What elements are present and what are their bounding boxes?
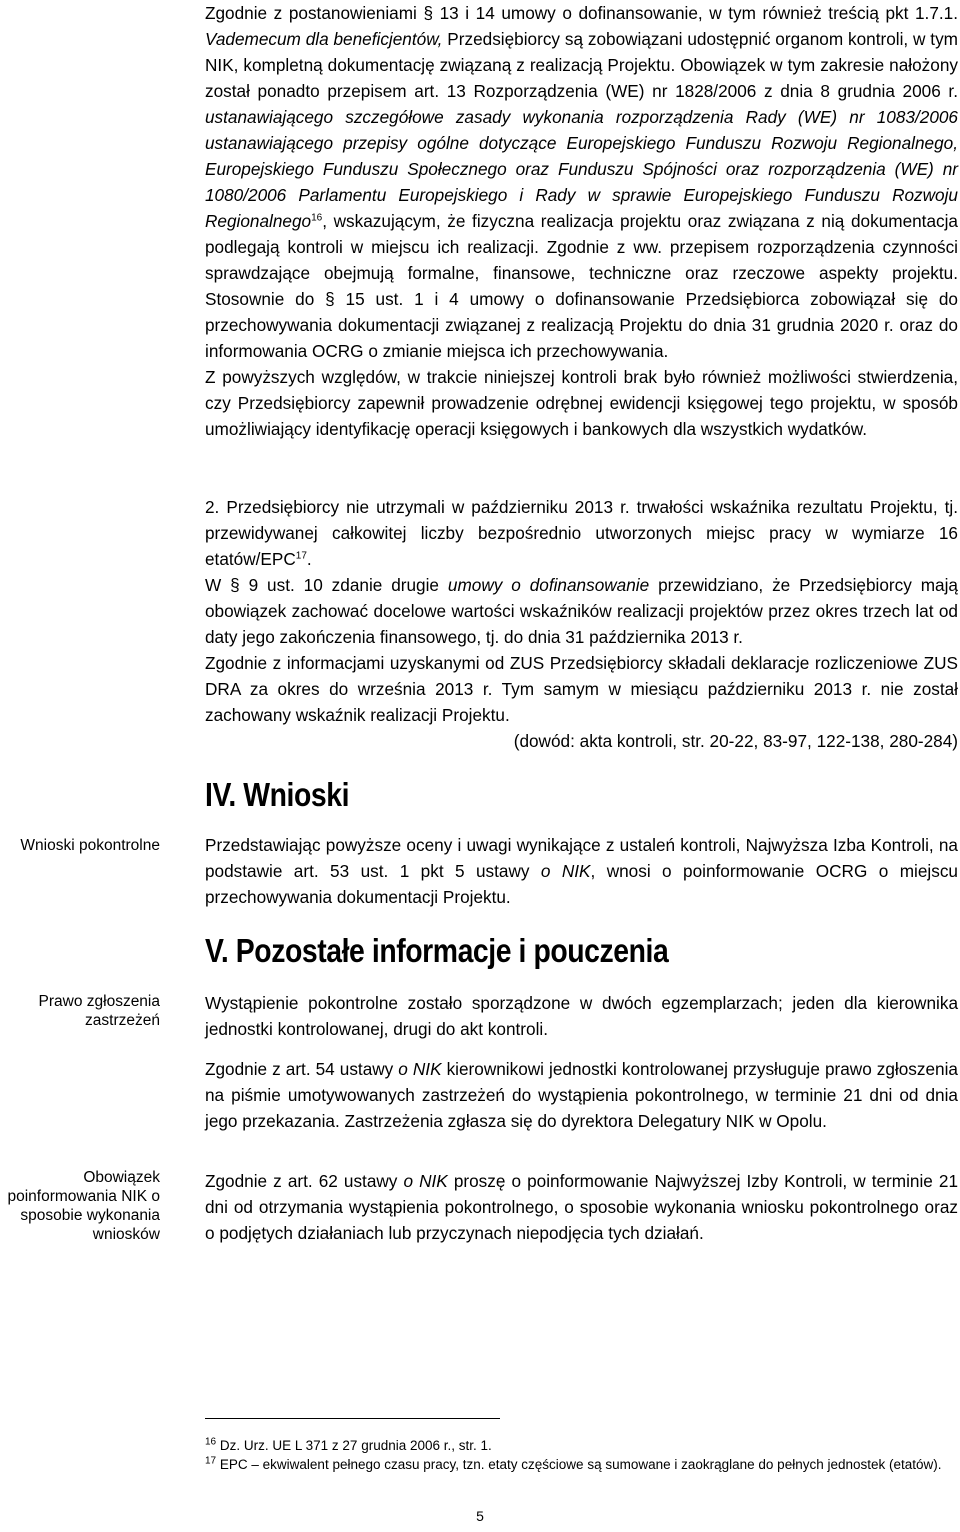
footnote-separator xyxy=(205,1418,500,1419)
paragraph-objections: Zgodnie z art. 54 ustawy o NIK kierownikowi jednostki kontrolowanej przysługuje prawo zgłoszenia na piśmie umotywowanych zastrzeżeń do wystąpienia pokontrolnego, w terminie 21 dni od dnia jego przekazania. Zastrzeżenia zgłasza się do dyrektora Delegatury NIK w Opolu. xyxy=(205,1059,958,1131)
footnote-ref-16[interactable]: 16 xyxy=(311,212,323,224)
paragraph-agreement: W § 9 ust. 10 zdanie drugie umowy o dofinansowanie przewidziano, że Przedsiębiorcy mają obowiązek zachować docelowe wartości wskaźników realizacji projektów przez okres trzech lat od daty jego zakończenia finansowego, tj. do dnia 31 października 2013 r. xyxy=(205,575,958,647)
paragraph-copies: Wystąpienie pokontrolne zostało sporządzone w dwóch egzemplarzach; jeden dla kierownika jednostki kontrolowanej, drugi do akt kontroli. xyxy=(205,993,958,1039)
objections-block xyxy=(205,1056,958,1134)
sidebar-label-obligation: Obowiązek poinformowania NIK o sposobie wykonania wniosków xyxy=(7,1169,160,1243)
paragraph-no-evidence: Z powyższych względów, w trakcie niniejszej kontroli brak było również możliwości stwierdzenia, czy Przedsiębiorcy zapewnił prowadzenie odrębnej ewidencji księgowej tego projektu, w sposób umożliwiający identyfikację operacji księgowych i bankowych dla wszystkich wydatków. xyxy=(205,367,958,439)
footnote-17: $^{17}$ EPC – ekwiwalent pełnego czasu pracy, tzn. etaty częściowe są sumowane i zaokrąglane do pełnych jednostek (etatów). xyxy=(205,1455,942,1472)
other-info-block xyxy=(205,990,958,1042)
sidebar-label-conclusions: Wnioski pokontrolne xyxy=(20,837,160,854)
footnote-ref-17[interactable]: 17 xyxy=(295,550,307,562)
footnotes xyxy=(205,1436,958,1474)
paragraph-indicator: 2. Przedsiębiorcy nie utrzymali w październiku 2013 r. trwałości wskaźnika rezultatu Projektu, tj. przewidywanej całkowitej liczby bezpośrednio utworzonych miejsc pracy w wymiarze 16 etatów/EPC$^{17}$. xyxy=(205,497,958,569)
page-number: 5 xyxy=(476,1508,484,1524)
evidence-reference: (dowód: akta kontroli, str. 20-22, 83-97, 122-138, 280-284) xyxy=(513,731,958,751)
paragraph-obligation: Zgodnie z art. 62 ustawy o NIK proszę o poinformowanie Najwyższej Izby Kontroli, w terminie 21 dni od otrzymania wystąpienia pokontrolnego, o sposobie wykonania wniosku pokontrolnego oraz o podjętych działaniach lub przyczynach niepodjęcia tych działań. xyxy=(205,1171,959,1243)
paragraph-zus: Zgodnie z informacjami uzyskanymi od ZUS Przedsiębiorcy składali deklaracje rozliczeniowe ZUS DRA za okres do września 2013 r. Tym samym w miesiącu październiku 2013 r. nie został zachowany wskaźnik realizacji Projektu. xyxy=(205,653,958,725)
obligation-block xyxy=(205,1168,958,1246)
section-heading-conclusions: IV. Wnioski xyxy=(205,776,350,813)
conclusions-block xyxy=(205,832,958,910)
footnote-16: $^{16}$ Dz. Urz. UE L 371 z 27 grudnia 2006 r., str. 1. xyxy=(205,1436,492,1453)
paragraph-legal-basis: Zgodnie z postanowieniami § 13 i 14 umowy o dofinansowanie, w tym również treścią pkt 1.7.1. Vademecum dla beneficjentów, Przedsiębiorcy są zobowiązani udostępnić organom kontroli, w tym NIK, kompletną dokumentację związaną z realizacją Projektu. Obowiązek w tym zakresie nałożony został ponadto przepisem art. 13 Rozporządzenia (WE) nr 1828/2006 z dnia 8 grudnia 2006 r. ustanawiającego szczegółowe zasady wykonania rozporządzenia Rady (WE) nr 1083/2006 ustanawiającego przepisy ogólne dotyczące Europejskiego Funduszu Rozwoju Regionalnego, Europejskiego Funduszu Społecznego oraz Funduszu Spójności oraz rozporządzenia (WE) nr 1080/2006 Parlamentu Europejskiego i Rady w sprawie Europejskiego Funduszu Rozwoju Regionalnego$^{16}$, wskazującym, że fizyczna realizacja projektu oraz związana z nią dokumentacja podlegają kontroli w miejscu ich realizacji. Zgodnie z ww. przepisem rozporządzenia czynności sprawdzające obejmują formalne, finansowe, techniczne oraz rzeczowe aspekty projektu. Stosownie do § 15 ust. 1 i 4 umowy o dofinansowanie Przedsiębiorca zobowiązał się do przechowywania dokumentacji związanej z realizacją Projektu do dnia 31 grudnia 2020 r. oraz do informowania OCRG o zmianie miejsca ich przechowywania. xyxy=(205,3,958,361)
section-heading-other-info: V. Pozostałe informacje i pouczenia xyxy=(205,932,669,969)
paragraph-conclusions: Przedstawiając powyższe oceny i uwagi wynikające z ustaleń kontroli, Najwyższa Izba Kontroli, na podstawie art. 53 ust. 1 pkt 5 ustawy o NIK, wnosi o poinformowanie OCRG o miejscu przechowywania dokumentacji Projektu. xyxy=(205,835,958,907)
sidebar-label-objections: Prawo zgłoszenia zastrzeżeń xyxy=(38,993,160,1029)
findings-block-2 xyxy=(205,494,958,754)
findings-block xyxy=(205,0,958,442)
